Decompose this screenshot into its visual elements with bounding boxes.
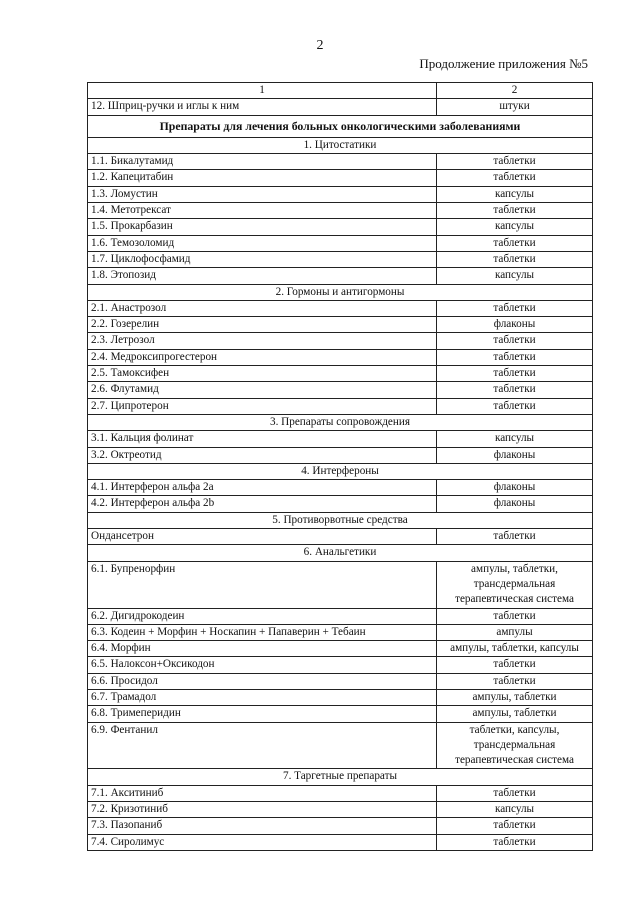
section-row — [88, 545, 593, 561]
table-row — [88, 431, 593, 447]
section-row — [88, 137, 593, 153]
drug-name-cell: 6.4. Морфин — [88, 641, 437, 657]
table-row — [88, 673, 593, 689]
section-title: 1. Цитостатики — [88, 137, 593, 153]
drug-name-cell: 2.4. Медроксипрогестерон — [88, 349, 437, 365]
dosage-form-cell: флаконы — [437, 480, 593, 496]
table-row — [88, 251, 593, 267]
dosage-form-cell: капсулы — [437, 268, 593, 284]
dosage-form-cell: ампулы — [437, 624, 593, 640]
drug-name-cell: 1.5. Прокарбазин — [88, 219, 437, 235]
dosage-form-cell: таблетки — [437, 608, 593, 624]
dosage-form-cell: таблетки — [437, 333, 593, 349]
dosage-form-cell: ампулы, таблетки — [437, 706, 593, 722]
page-number: 2 — [316, 38, 324, 53]
dosage-form-cell: таблетки — [437, 366, 593, 382]
drug-name-cell: 1.7. Циклофосфамид — [88, 251, 437, 267]
drug-name-cell: 2.1. Анастрозол — [88, 300, 437, 316]
table-row — [88, 203, 593, 219]
table-row — [88, 706, 593, 722]
group-heading: Препараты для лечения больных онкологическими заболеваниями — [88, 115, 593, 137]
table-row — [88, 219, 593, 235]
table-row — [88, 641, 593, 657]
appendix-note: Продолжение приложения №5 — [419, 56, 588, 71]
table-row — [88, 624, 593, 640]
header-cell-2: 2 — [437, 83, 593, 99]
section-row — [88, 463, 593, 479]
table-header-row — [88, 83, 593, 99]
dosage-form-cell: таблетки — [437, 785, 593, 801]
dosage-form-cell: таблетки, капсулы, трансдермальная терапевтическая система — [437, 722, 593, 769]
dosage-form-cell: таблетки — [437, 529, 593, 545]
dosage-form-cell: таблетки — [437, 203, 593, 219]
dosage-form-cell: таблетки — [437, 818, 593, 834]
dosage-form-cell: таблетки — [437, 154, 593, 170]
drug-name-cell: 12. Шприц-ручки и иглы к ним — [88, 99, 437, 115]
drug-name-cell: 2.5. Тамоксифен — [88, 366, 437, 382]
table-row — [88, 802, 593, 818]
dosage-form-cell: таблетки — [437, 398, 593, 414]
table-row — [88, 366, 593, 382]
dosage-form-cell: таблетки — [437, 382, 593, 398]
drug-name-cell: 6.5. Налоксон+Оксикодон — [88, 657, 437, 673]
section-row — [88, 414, 593, 430]
table-row — [88, 480, 593, 496]
drug-name-cell: 1.6. Темозоломид — [88, 235, 437, 251]
table-row — [88, 333, 593, 349]
drug-name-cell: 6.9. Фентанил — [88, 722, 437, 769]
table-row — [88, 170, 593, 186]
drug-name-cell: 2.7. Ципротерон — [88, 398, 437, 414]
drug-name-cell: 6.7. Трамадол — [88, 689, 437, 705]
table-row — [88, 349, 593, 365]
section-title: 6. Анальгетики — [88, 545, 593, 561]
section-title: 3. Препараты сопровождения — [88, 414, 593, 430]
table-heading-row — [88, 115, 593, 137]
table-row — [88, 529, 593, 545]
dosage-form-cell: капсулы — [437, 219, 593, 235]
dosage-form-cell: таблетки — [437, 834, 593, 850]
drug-name-cell: 1.1. Бикалутамид — [88, 154, 437, 170]
dosage-form-cell: таблетки — [437, 349, 593, 365]
drug-name-cell: 3.2. Октреотид — [88, 447, 437, 463]
section-row — [88, 512, 593, 528]
section-title: 2. Гормоны и антигормоны — [88, 284, 593, 300]
table-row — [88, 186, 593, 202]
drug-name-cell: 2.6. Флутамид — [88, 382, 437, 398]
table-row — [88, 447, 593, 463]
drug-name-cell: 6.3. Кодеин + Морфин + Носкапин + Папаверин + Тебаин — [88, 624, 437, 640]
drug-name-cell: 1.3. Ломустин — [88, 186, 437, 202]
dosage-form-cell: капсулы — [437, 186, 593, 202]
table-row — [88, 99, 593, 115]
table-row — [88, 398, 593, 414]
dosage-form-cell: флаконы — [437, 317, 593, 333]
dosage-form-cell: таблетки — [437, 657, 593, 673]
table-row — [88, 689, 593, 705]
drug-name-cell: 7.1. Акситиниб — [88, 785, 437, 801]
dosage-form-cell: флаконы — [437, 496, 593, 512]
table-row — [88, 268, 593, 284]
table-row — [88, 561, 593, 608]
table-row — [88, 818, 593, 834]
drug-name-cell: 6.1. Бупренорфин — [88, 561, 437, 608]
table-row — [88, 382, 593, 398]
drug-name-cell: 6.6. Просидол — [88, 673, 437, 689]
table-row — [88, 496, 593, 512]
drug-table-body — [88, 83, 593, 851]
drug-name-cell: 3.1. Кальция фолинат — [88, 431, 437, 447]
section-title: 7. Таргетные препараты — [88, 769, 593, 785]
drug-name-cell: 4.2. Интерферон альфа 2b — [88, 496, 437, 512]
drug-name-cell: 7.3. Пазопаниб — [88, 818, 437, 834]
section-title: 5. Противорвотные средства — [88, 512, 593, 528]
table-row — [88, 300, 593, 316]
table-row — [88, 834, 593, 850]
table-row — [88, 317, 593, 333]
dosage-form-cell: флаконы — [437, 447, 593, 463]
drug-name-cell: 2.2. Гозерелин — [88, 317, 437, 333]
dosage-form-cell: таблетки — [437, 235, 593, 251]
dosage-form-cell: капсулы — [437, 802, 593, 818]
dosage-form-cell: штуки — [437, 99, 593, 115]
drug-name-cell: 1.2. Капецитабин — [88, 170, 437, 186]
drug-name-cell: Ондансетрон — [88, 529, 437, 545]
drug-table — [87, 82, 593, 851]
dosage-form-cell: ампулы, таблетки, капсулы — [437, 641, 593, 657]
table-row — [88, 235, 593, 251]
dosage-form-cell: капсулы — [437, 431, 593, 447]
drug-name-cell: 6.2. Дигидрокодеин — [88, 608, 437, 624]
drug-name-cell: 7.4. Сиролимус — [88, 834, 437, 850]
header-cell-1: 1 — [88, 83, 437, 99]
drug-name-cell: 2.3. Летрозол — [88, 333, 437, 349]
drug-name-cell: 4.1. Интерферон альфа 2а — [88, 480, 437, 496]
section-row — [88, 284, 593, 300]
table-row — [88, 154, 593, 170]
dosage-form-cell: таблетки — [437, 673, 593, 689]
dosage-form-cell: таблетки — [437, 300, 593, 316]
section-row — [88, 769, 593, 785]
drug-name-cell: 7.2. Кризотиниб — [88, 802, 437, 818]
table-row — [88, 657, 593, 673]
dosage-form-cell: таблетки — [437, 170, 593, 186]
section-title: 4. Интерфероны — [88, 463, 593, 479]
table-row — [88, 722, 593, 769]
drug-name-cell: 6.8. Тримеперидин — [88, 706, 437, 722]
table-row — [88, 785, 593, 801]
drug-name-cell: 1.4. Метотрексат — [88, 203, 437, 219]
dosage-form-cell: ампулы, таблетки, трансдермальная терапевтическая система — [437, 561, 593, 608]
table-row — [88, 608, 593, 624]
dosage-form-cell: ампулы, таблетки — [437, 689, 593, 705]
dosage-form-cell: таблетки — [437, 251, 593, 267]
drug-name-cell: 1.8. Этопозид — [88, 268, 437, 284]
